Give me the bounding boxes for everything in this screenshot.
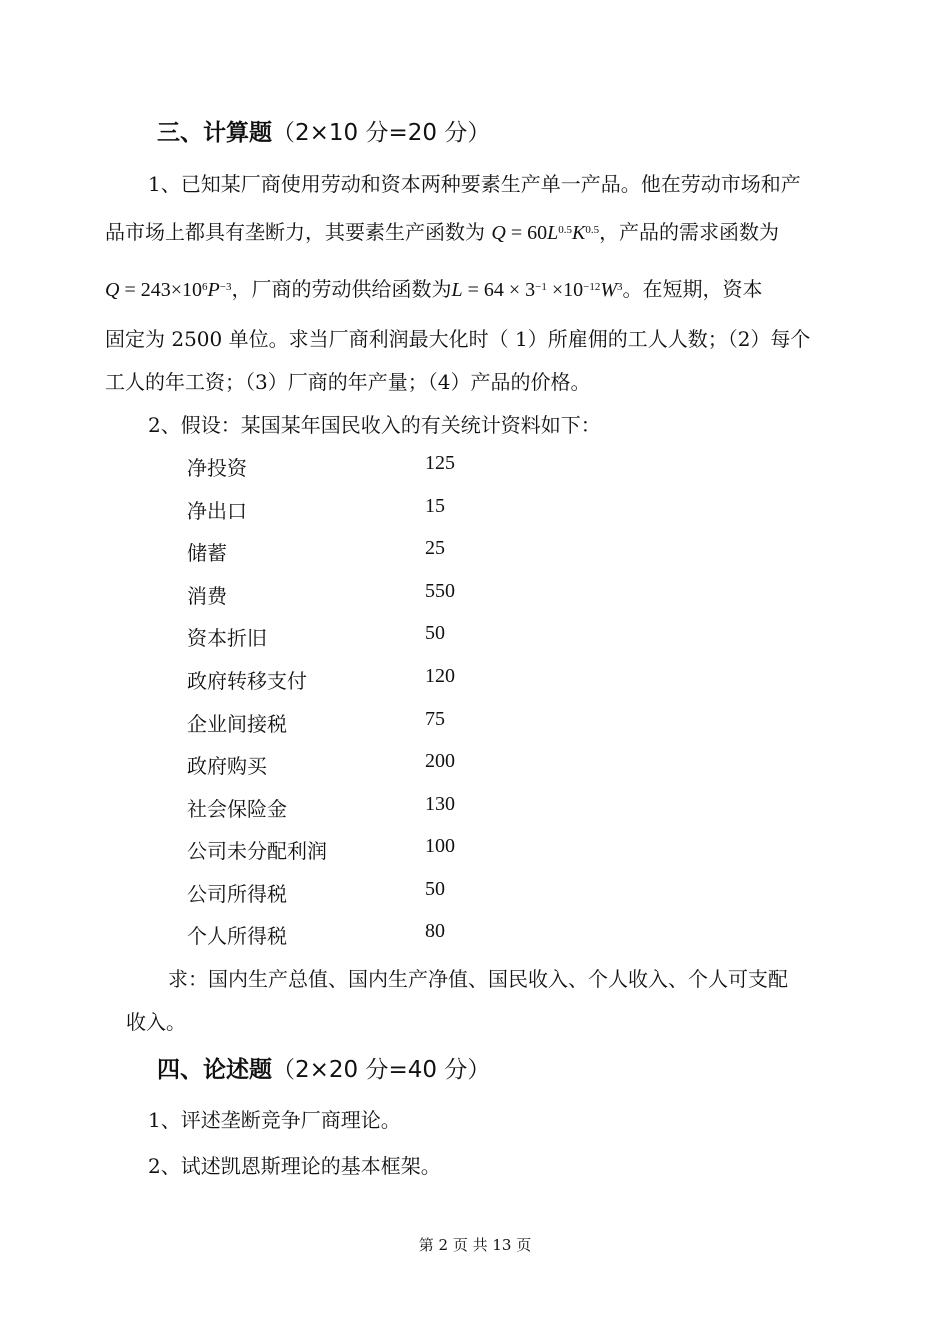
- q1-line-2-pre: 品市场上都具有垄断力，其要素生产函数为: [105, 220, 485, 244]
- row-value: 15: [425, 495, 445, 517]
- row-label: 资本折旧: [187, 626, 267, 650]
- row-value: 50: [425, 622, 445, 644]
- demand-func-q: Q: [105, 279, 120, 301]
- section-4-title: 四、论述题: [157, 1057, 272, 1083]
- row-value: 100: [425, 835, 455, 857]
- q1-line-2-post: ，产品的需求函数为: [599, 220, 780, 244]
- supply-func-eq: = 64 × 3: [462, 279, 536, 301]
- row-value: 550: [425, 580, 455, 602]
- production-function: [491, 222, 599, 244]
- row-label: 社会保险金: [187, 797, 287, 821]
- row-label: 公司所得税: [187, 882, 287, 906]
- section-3-heading: [157, 114, 490, 147]
- row-label: 政府购买: [187, 754, 267, 778]
- q2-ask-line-2: 收入。: [126, 1010, 186, 1034]
- q2-ask-line-1: 求：国内生产总值、国内生产净值、国民收入、个人收入、个人可支配: [168, 967, 788, 991]
- row-label: 消费: [187, 584, 227, 608]
- q1-line-3-post: 。在短期，资本: [622, 277, 763, 301]
- q2-intro: 2、假设：某国某年国民收入的有关统计资料如下：: [148, 413, 601, 437]
- supply-func-w: W: [600, 279, 618, 301]
- section-4-question-1: 1、评述垄断竞争厂商理论。: [148, 1108, 401, 1132]
- q1-line-3-mid: ，厂商的劳动供给函数为: [231, 277, 452, 301]
- row-label: 个人所得税: [187, 924, 287, 948]
- supply-func-exp1: −1: [535, 280, 547, 293]
- section-3-score: （2×10 分=20 分）: [272, 120, 491, 146]
- row-label: 净投资: [187, 456, 247, 480]
- section-4-score: （2×20 分=40 分）: [272, 1057, 491, 1083]
- row-label: 净出口: [187, 499, 247, 523]
- prod-func-eq: = 60: [505, 222, 548, 244]
- supply-func-w-exp: 3: [617, 280, 623, 293]
- row-value: 80: [425, 920, 445, 942]
- supply-func-exp12: −12: [583, 280, 601, 293]
- row-value: 25: [425, 537, 445, 559]
- q1-line-5: 工人的年工资；（3）厂商的年产量；（4）产品的价格。: [105, 370, 591, 394]
- prod-func-k: K: [571, 222, 586, 244]
- labor-supply-function: [451, 279, 622, 301]
- demand-func-eq: = 243×10: [119, 279, 203, 301]
- row-value: 125: [425, 452, 455, 474]
- demand-function: [105, 279, 231, 301]
- row-value: 130: [425, 793, 455, 815]
- supply-func-l: L: [451, 279, 463, 301]
- q1-line-1: 1、已知某厂商使用劳动和资本两种要素生产单一产品。他在劳动市场和产: [148, 172, 801, 196]
- row-label: 企业间接税: [187, 712, 287, 736]
- row-value: 50: [425, 878, 445, 900]
- demand-func-exp6: 6: [202, 280, 208, 293]
- q1-line-4: 固定为 2500 单位。求当厂商利润最大化时（ 1）所雇佣的工人人数；（2）每个: [105, 327, 811, 351]
- demand-func-p-exp: −3: [219, 280, 232, 293]
- q1-line-2: [105, 216, 779, 245]
- section-4-question-2: 2、试述凯恩斯理论的基本框架。: [148, 1154, 441, 1178]
- supply-func-times: ×10: [546, 279, 584, 301]
- row-label: 储蓄: [187, 541, 227, 565]
- row-value: 120: [425, 665, 455, 687]
- row-label: 政府转移支付: [187, 669, 307, 693]
- section-4-heading: [157, 1051, 490, 1084]
- prod-func-k-exp: 0.5: [585, 223, 600, 236]
- prod-func-l-exp: 0.5: [558, 223, 572, 236]
- row-label: 公司未分配利润: [187, 839, 327, 863]
- row-value: 200: [425, 750, 455, 772]
- prod-func-l: L: [547, 222, 559, 244]
- section-3-title: 三、计算题: [157, 120, 272, 146]
- q1-line-3: [105, 273, 763, 302]
- row-value: 75: [425, 708, 445, 730]
- demand-func-p: P: [207, 279, 220, 301]
- page-footer: 第 2 页 共 13 页: [418, 1236, 532, 1254]
- prod-func-q: Q: [491, 222, 506, 244]
